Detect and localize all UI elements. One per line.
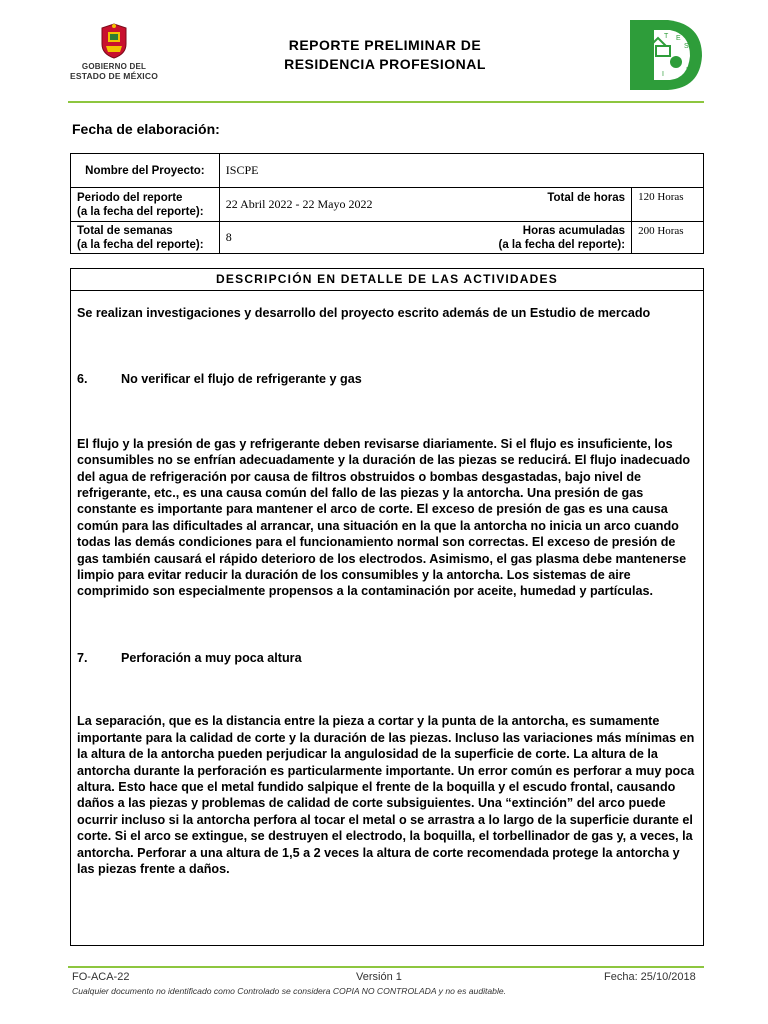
institution-logo-icon xyxy=(628,16,704,94)
report-title-line-2: RESIDENCIA PROFESIONAL xyxy=(284,56,486,72)
institution-logo xyxy=(628,16,704,94)
periodo-value: 22 Abril 2022 - 22 Mayo 2022 xyxy=(219,188,481,222)
government-logo-line-2: ESTADO DE MÉXICO xyxy=(69,71,159,81)
total-horas-value: 120 Horas xyxy=(632,188,704,222)
acumuladas-label-line-1: Horas acumuladas xyxy=(522,224,626,237)
item-6-text: El flujo y la presión de gas y refrigerante deben revisarse diariamente. Si el flujo es insuficiente, los consumibles no se enfrían adecuadamente y la duración de las piezas se reducirá. El flujo inadecuado del agua de refrigeración por causa de filtros obstruidos o bombas desgastadas, bajo nivel de refrigerante, etc., es una causa común del fallo de las piezas y la antorcha. Una presión de gas constante es importante para mantener el arco de corte. El exceso de presión de gas es una causa común para las dificultades al arrancar, una situación en la que la antorcha no inicia un arco cuando todas las demás condiciones para el funcionamiento normal son correctas. El exceso de presión de gas también causará el rápido deterioro de los electrodos. Asimismo, el gas plasma debe mantenerse limpio para evitar reducir la duración de los consumibles y la antorcha. Los sistemas de aire comprimido son especialmente propensos a la contaminación por aceite, humedad y partículas. xyxy=(77,436,691,599)
nombre-value: ISCPE xyxy=(219,154,703,188)
activities-section xyxy=(70,268,704,946)
semanas-label-line-2: (a la fecha del reporte): xyxy=(77,238,204,251)
activities-body xyxy=(71,291,703,877)
periodo-label xyxy=(71,188,220,222)
logo-letter-i-2: I xyxy=(662,71,664,78)
acumuladas-label xyxy=(482,222,632,254)
footer-version: Versión 1 xyxy=(356,971,402,983)
activities-intro: Se realizan investigaciones y desarrollo del proyecto escrito además de un Estudio de mercado xyxy=(77,306,651,320)
acumuladas-value: 200 Horas xyxy=(632,222,704,254)
semanas-value: 8 xyxy=(219,222,481,254)
item-6-title: No verificar el flujo de refrigerante y gas xyxy=(121,372,362,387)
table-row xyxy=(71,154,704,188)
project-info-table xyxy=(70,153,704,254)
item-7-title: Perforación a muy poca altura xyxy=(121,650,302,665)
report-title xyxy=(230,36,540,74)
state-crest-icon xyxy=(94,22,134,60)
government-logo xyxy=(66,22,162,92)
nombre-label: Nombre del Proyecto: xyxy=(71,154,220,188)
periodo-label-line-2: (a la fecha del reporte): xyxy=(77,205,204,218)
government-logo-line-1: GOBIERNO DEL xyxy=(81,62,147,71)
semanas-label xyxy=(71,222,220,254)
fecha-label: Fecha de elaboración: xyxy=(72,121,220,137)
logo-letter-s: S xyxy=(684,43,689,50)
logo-letter-i-1: I xyxy=(686,67,688,74)
footer-date: Fecha: 25/10/2018 xyxy=(604,971,696,983)
item-7-text: La separación, que es la distancia entre la pieza a cortar y la punta de la antorcha, es sumamente importante para la calidad de corte y la duración de las piezas. Incluso las variaciones más mínimas en la altura de la antorcha pueden perjudicar la angulosidad de la superficie de corte. La altura de la antorcha durante la perforación es particularmente importante. Un error común es perforar a muy poca altura. Esto hace que el metal fundido salpique el frente de la boquilla y el escudo frontal, causando daños a las piezas y problemas de calidad de corte subsiguientes. Una “extinción” del arco puede ocurrir incluso si la antorcha perfora al tocar el metal o se arrastra a lo largo de la superficie durante el corte. Si el arco se extingue, se destruyen el electrodo, la boquilla, el torbellinador de gas y, a veces, la antorcha. Perforar a una altura de 1,5 a 2 veces la altura de corte recomendada protege la antorcha y las piezas frente a daños. xyxy=(77,714,695,876)
item-7-number: 7. xyxy=(77,650,88,665)
total-horas-label: Total de horas xyxy=(482,188,632,222)
footer-divider xyxy=(68,966,704,968)
semanas-label-line-1: Total de semanas xyxy=(77,224,173,237)
acumuladas-label-line-2: (a la fecha del reporte): xyxy=(498,238,626,251)
logo-letter-e: E xyxy=(676,35,681,42)
activities-heading: DESCRIPCIÓN EN DETALLE DE LAS ACTIVIDADES xyxy=(71,269,703,291)
footer-note: Cualquier documento no identificado como Controlado se considera COPIA NO CONTROLADA y no es auditable. xyxy=(72,986,507,996)
item-6-number: 6. xyxy=(77,372,88,387)
item-7-heading xyxy=(77,650,697,666)
periodo-label-line-1: Periodo del reporte xyxy=(77,191,183,204)
table-row xyxy=(71,222,704,254)
report-title-line-1: REPORTE PRELIMINAR DE xyxy=(288,37,482,53)
footer-code: FO-ACA-22 xyxy=(72,971,130,983)
table-row xyxy=(71,188,704,222)
header-divider xyxy=(68,101,704,103)
logo-letter-t: T xyxy=(664,33,669,40)
item-6-heading xyxy=(77,371,697,387)
